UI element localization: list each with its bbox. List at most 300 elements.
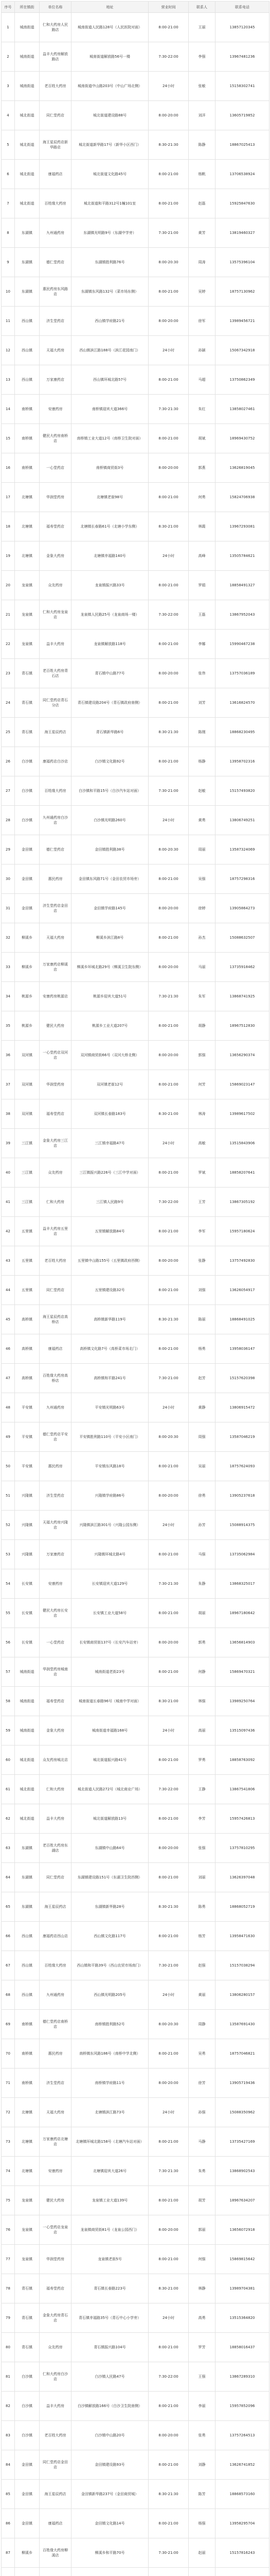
cell-contact: 赵强 [189,1951,215,1980]
table-row [2,1246,269,1276]
cell-address: 双河镇商贸街66号（双河大桥北侧） [71,1041,149,1070]
cell-name: 万家康药店北塘店 [40,2127,71,2157]
cell-index: 2 [2,42,15,72]
cell-contact: 杨帆 [189,160,215,189]
cell-town: 龙泉镇 [15,630,40,659]
cell-index: 33 [2,953,15,982]
cell-hours: 8:00-21:00 [149,2186,189,2215]
cell-phone: 15925847630 [215,189,269,218]
cell-address: 兴隆镇学府路86号 [71,1481,149,1511]
cell-name: 老百姓大药房东湖店 [40,1834,71,1863]
cell-town: 高桥镇 [15,1305,40,1334]
cell-name: 安康药房 [40,395,71,424]
cell-phone: 15869815642 [215,2245,269,2274]
cell-name: 仁和大药房 [40,1775,71,1804]
cell-contact: 吴勇 [189,2039,215,2069]
cell-phone: 13868325017 [215,1569,269,1599]
cell-phone: 13857120345 [215,13,269,42]
cell-address: 南桥镇迎宾大道366号 [71,395,149,424]
cell-contact: 何勇 [189,483,215,512]
cell-town: 城南街道 [15,1657,40,1687]
cell-name: 天福大药房 [40,2098,71,2127]
cell-address: 城南街道解放路56号一楼 [71,42,149,72]
cell-phone: 13989456721 [215,307,269,336]
cell-address: 西山镇环城北路57号 [71,365,149,395]
cell-address: 白沙镇人民路47号 [71,2362,149,2392]
cell-hours: 8:00-21:00 [149,189,189,218]
cell-address: 平安镇东风路18号 [71,1452,149,1481]
cell-town: 城南街道 [15,13,40,42]
table-row [2,659,269,688]
cell-phone: 15957852096 [215,2392,269,2421]
cell-index: 23 [2,659,15,688]
cell-index: 80 [2,2333,15,2362]
cell-phone: 13750862349 [215,365,269,395]
cell-name: 老百姓大药房 [40,2421,71,2450]
cell-town: 白沙镇 [15,2362,40,2392]
table-row [2,1364,269,1393]
cell-contact: 赵丽 [189,2538,215,2568]
cell-address: 五里镇中山路155号（五里镇政府西侧） [71,1246,149,1276]
cell-index: 3 [2,72,15,101]
cell-name: 万家康药店柳溪店 [40,953,71,982]
cell-name: 康福药店 [40,160,71,189]
cell-index: 62 [2,1804,15,1834]
table-header [2,2,269,13]
cell-name [40,2568,71,2576]
cell-address: 城北街道解放路13号 [71,1804,149,1834]
cell-index: 42 [2,1217,15,1246]
table-row [2,307,269,336]
table-row [2,2010,269,2039]
cell-name: 德仁堂药店 [40,248,71,277]
cell-contact: 李强 [189,42,215,72]
cell-contact: 胡斌 [189,424,215,453]
table-row [2,1951,269,1980]
cell-contact: 王静 [189,1775,215,1804]
cell-hours: 8:30-21:30 [149,1892,189,1922]
table-row [2,1628,269,1657]
cell-phone: 13515364820 [215,2303,269,2333]
table-row [2,1892,269,1922]
cell-address: 南桥镇东风路186号（南桥中学北侧） [71,2039,149,2069]
cell-phone: 13806915472 [215,1393,269,1422]
cell-index: 5 [2,130,15,160]
table-row [2,1657,269,1687]
cell-index: 66 [2,1922,15,1951]
cell-hours: 8:00-21:00 [149,1657,189,1687]
cell-town: 金田镇 [15,2450,40,2480]
cell-contact: 赵敏 [189,776,215,806]
cell-name: 福寿堂药店 [40,512,71,541]
cell-index: 30 [2,865,15,894]
cell-name: 健民大药房 [40,1011,71,1041]
cell-address: 白沙镇文化路92号 [71,747,149,776]
cell-contact: 陈芳 [189,2480,215,2509]
cell-town: 高桥镇 [15,1364,40,1393]
cell-phone: 13515097436 [215,1716,269,1745]
table-row [2,688,269,718]
table-row [2,1540,269,1569]
cell-address: 青石镇建设路204号（青石镇政府南侧） [71,688,149,718]
cell-contact: 高丽 [189,1716,215,1745]
cell-hours: 7:30-21:30 [149,982,189,1011]
cell-address: 城北街道振兴路41号 [71,1745,149,1775]
cell-index: 27 [2,776,15,806]
table-row [2,453,269,483]
cell-hours: 8:00-21:00 [149,630,189,659]
cell-name: 万家康药店 [40,1540,71,1569]
cell-name: 九州通药房白沙店 [40,806,71,835]
cell-index: 37 [2,1070,15,1099]
cell-name: 百姓缘大药房 [40,189,71,218]
cell-phone: 13858027461 [215,395,269,424]
cell-town: 金田镇 [15,2480,40,2509]
cell-index: 51 [2,1481,15,1511]
cell-address: 东湖镇新华路28号 [71,1892,149,1922]
cell-name: 金象大药房三江店 [40,1129,71,1158]
cell-contact: 刘芳 [189,688,215,718]
cell-town: 城北街道 [15,1775,40,1804]
table-row [2,336,269,365]
cell-contact: 郭燕 [189,453,215,483]
cell-address: 白沙镇和平路15号（白沙汽车站对面） [71,776,149,806]
cell-hours: 24小时 [149,1393,189,1422]
cell-hours: 24小时 [149,1129,189,1158]
table-row [2,101,269,130]
cell-hours: 8:30-21:00 [149,2274,189,2303]
cell-town: 双河镇 [15,1041,40,1070]
table-row [2,630,269,659]
cell-name: 惠民药房东风路店 [40,277,71,307]
cell-phone: 13757810295 [215,1834,269,1863]
cell-name: 康福药店 [40,1334,71,1364]
cell-town: 西山镇 [15,365,40,395]
table-row [2,1980,269,2010]
cell-hours: 7:30-21:30 [149,1569,189,1599]
cell-hours: 8:00-21:00 [149,2039,189,2069]
cell-name: 济生堂药店金田店 [40,894,71,923]
cell-town: 城南街道 [15,42,40,72]
cell-hours: 8:00-20:30 [149,248,189,277]
cell-name: 康福药店白沙店 [40,747,71,776]
cell-hours: 8:30-21:30 [149,718,189,747]
cell-contact: 张敏 [189,72,215,101]
cell-name: 济生堂药店 [40,307,71,336]
cell-hours: 8:00-21:00 [149,1804,189,1834]
cell-index: 12 [2,336,15,365]
table-row [2,1511,269,1540]
cell-town: 北塘镇 [15,483,40,512]
cell-phone: 15824706938 [215,483,269,512]
cell-hours: 7:30-21:00 [149,1951,189,1980]
cell-index: 86 [2,2509,15,2538]
cell-phone: 13867289310 [215,2362,269,2392]
cell-name: 华润堂药房城南店 [40,1657,71,1687]
cell-phone: 13626054917 [215,1276,269,1305]
cell-contact: 高敏 [189,1129,215,1158]
cell-index: 15 [2,424,15,453]
cell-town: 城北街道 [15,1745,40,1775]
table-row [2,1716,269,1745]
table-row [2,1070,269,1099]
table-row [2,2039,269,2069]
cell-index: 49 [2,1422,15,1452]
cell-index: 71 [2,2069,15,2098]
cell-name: 仁和大药房白沙店 [40,2362,71,2392]
cell-hours: 8:00-21:00 [149,1334,189,1364]
cell-hours: 8:00-21:00 [149,2450,189,2480]
cell-phone: 15157038294 [215,1951,269,1980]
cell-phone: 13819460327 [215,218,269,248]
cell-phone: 15067342918 [215,336,269,365]
cell-name: 济生堂药店 [40,1481,71,1511]
cell-hours: 8:00-21:00 [149,688,189,718]
cell-contact: 徐芳 [189,2069,215,2098]
table-row [2,512,269,541]
cell-contact: 黄勇 [189,806,215,835]
cell-hours: 8:30-21:30 [149,130,189,160]
cell-address: 南桥镇学府路11号 [71,2069,149,2098]
data-table-container [1,1,269,2576]
cell-town: 柳溪乡 [15,953,40,982]
cell-address: 城南街道幸福路168号 [71,1716,149,1745]
cell-address: 高桥镇新华路119号 [71,1305,149,1334]
cell-town: 三江镇 [15,1188,40,1217]
cell-town: 青石镇 [15,688,40,718]
cell-contact: 徐军 [189,307,215,336]
cell-index: 50 [2,1452,15,1481]
cell-index: 70 [2,2039,15,2069]
cell-town: 东湖镇 [15,1863,40,1892]
cell-address: 东湖镇光明路9号（东湖中学旁） [71,218,149,248]
cell-phone: 13656290374 [215,1041,269,1070]
cell-contact: 李芳 [189,1804,215,1834]
cell-address: 西山镇和平路39号（西山农贸市场南门） [71,1951,149,1980]
cell-hours: 7:30-21:00 [149,776,189,806]
cell-contact: 刘静 [189,2450,215,2480]
cell-address: 柳溪乡滨江路8号 [71,923,149,953]
cell-address: 北塘镇幸福路140号 [71,541,149,571]
cell-hours: 8:00-21:00 [149,2333,189,2362]
cell-town: 桃源乡 [15,1011,40,1041]
table-body [2,13,269,2576]
cell-contact: 高峰 [189,541,215,571]
cell-index: 52 [2,1511,15,1540]
cell-hours: 8:30-21:30 [149,2480,189,2509]
cell-phone: 18858207641 [215,1158,269,1188]
cell-name: 众友药房 [40,2333,71,2362]
cell-contact: 徐婷 [189,894,215,923]
cell-name: 康福药店西山店 [40,1922,71,1951]
cell-contact: 赵芳 [189,1364,215,1393]
cell-address: 城南街道老街23号 [71,1657,149,1687]
cell-town: 东湖镇 [15,248,40,277]
cell-town: 平安镇 [15,1422,40,1452]
cell-name: 同仁堂药店青石分店 [40,688,71,718]
cell-contact: 周强 [189,1422,215,1452]
cell-contact: 杨芳 [189,1922,215,1951]
table-row [2,1481,269,1511]
cell-town: 青石镇 [15,718,40,747]
cell-contact: 胡丽 [189,1599,215,1628]
cell-index: 74 [2,2157,15,2186]
cell-name: 百姓缘大药房柳溪店 [40,2538,71,2568]
cell-name: 万家康药店 [40,365,71,395]
cell-index: 45 [2,1305,15,1334]
cell-name: 惠民药房 [40,2039,71,2069]
header-hours: 营业时间 [149,2,189,13]
table-row [2,2392,269,2421]
cell-address: 北塘镇环城北路158号（北塘汽车站对面） [71,2127,149,2157]
cell-town: 北塘镇 [15,2098,40,2127]
cell-index: 41 [2,1188,15,1217]
cell-hours: 7:30-22:00 [149,1775,189,1804]
cell-hours: 24小时 [149,2303,189,2333]
cell-contact: 张静 [189,1246,215,1276]
cell-contact: 何静 [189,1657,215,1687]
cell-town: 三江镇 [15,1129,40,1158]
cell-contact: 林静 [189,2274,215,2303]
cell-hours: 8:00-21:00 [149,2245,189,2274]
cell-index: 4 [2,101,15,130]
cell-address: 桃源乡工业大道207号 [71,1011,149,1041]
cell-index: 46 [2,1334,15,1364]
cell-address: 金田镇新华路237号（金田商贸城） [71,2480,149,2509]
table-row [2,2098,269,2127]
cell-index: 57 [2,1657,15,1687]
cell-address: 高桥镇和平路241号 [71,1364,149,1393]
cell-index: 16 [2,453,15,483]
cell-contact: 刘洋 [189,101,215,130]
cell-address: 五里镇解放路84号 [71,1217,149,1246]
table-row [2,13,269,42]
cell-phone: 13706538924 [215,160,269,189]
cell-phone: 13735062984 [215,1540,269,1569]
cell-index: 6 [2,160,15,189]
header-phone: 联系电话 [215,2,269,13]
cell-town: 南桥镇 [15,2010,40,2039]
table-row [2,218,269,248]
cell-town: 西山镇 [15,1951,40,1980]
cell-address: 城北街道和平路312号1幢101室 [71,189,149,218]
cell-hours: 24小时 [149,1511,189,1540]
cell-hours: 8:30-21:00 [149,512,189,541]
cell-name: 海王星辰药店高桥店 [40,1305,71,1334]
cell-town: 白沙镇 [15,776,40,806]
cell-phone: 13967481236 [215,42,269,72]
cell-phone: 13587324069 [215,835,269,865]
cell-phone: 13505784621 [215,541,269,571]
cell-contact: 郭勇 [189,1628,215,1657]
cell-address: 城南街道人民路128号（人民医院对面） [71,13,149,42]
table-row [2,395,269,424]
cell-phone: 13757264513 [215,2421,269,2450]
cell-contact: 罗斌 [189,1158,215,1188]
cell-contact: 张强 [189,1834,215,1863]
cell-hours: 8:00-20:00 [149,2421,189,2450]
cell-contact: 高勇 [189,2303,215,2333]
cell-hours: 24小时 [149,1716,189,1745]
cell-town: 城南街道 [15,72,40,101]
cell-phone: 18868573160 [215,2480,269,2509]
cell-hours: 8:00-20:00 [149,307,189,336]
cell-index: 39 [2,1129,15,1158]
cell-address: 青石镇新华路6号 [71,718,149,747]
cell-name: 仁和大药房人民路店 [40,13,71,42]
cell-address: 南桥镇胜利路52号 [71,2010,149,2039]
cell-address: 金田镇东风路71号（金田农贸市场旁） [71,865,149,894]
cell-hours: 7:30-21:30 [149,395,189,424]
cell-name: 金象大药房青石店 [40,2303,71,2333]
cell-address: 柳溪乡环城北路29号（柳溪卫生院东侧） [71,953,149,982]
table-row [2,1393,269,1422]
cell-hours: 8:00-20:00 [149,1246,189,1276]
cell-name: 益丰大药房 [40,2392,71,2421]
cell-phone: 13757036189 [215,659,269,688]
cell-phone: 18868230495 [215,718,269,747]
cell-town: 青石镇 [15,2333,40,2362]
cell-address: 长安镇迎宾大道129号 [71,1569,149,1599]
table-row [2,2538,269,2568]
cell-index: 68 [2,1980,15,2010]
table-row [2,1099,269,1129]
cell-hours: 8:00-21:00 [149,1863,189,1892]
cell-index: 73 [2,2127,15,2157]
table-row [2,72,269,101]
cell-index: 87 [2,2538,15,2568]
cell-index: 40 [2,1158,15,1188]
cell-index: 81 [2,2362,15,2392]
cell-name: 一心堂药店 [40,453,71,483]
cell-name: 众友药房 [40,1158,71,1188]
cell-index: 84 [2,2450,15,2480]
cell-town: 北塘镇 [15,512,40,541]
cell-index: 19 [2,541,15,571]
cell-hours: 8:00-21:00 [149,365,189,395]
cell-town: 柳溪乡 [15,2538,40,2568]
table-row [2,130,269,160]
cell-index: 26 [2,747,15,776]
cell-town: 东湖镇 [15,1892,40,1922]
cell-phone: 13967293081 [215,512,269,541]
cell-index: 55 [2,1599,15,1628]
cell-name: 健民大药房南桥店 [40,424,71,453]
cell-contact: 陈静 [189,130,215,160]
table-row [2,2127,269,2157]
table-row [2,1775,269,1804]
cell-address [71,2568,149,2576]
cell-phone: 13587691430 [215,2010,269,2039]
cell-contact: 张勇 [189,2421,215,2450]
cell-address: 双河镇长春路183号 [71,1099,149,1129]
cell-contact: 郭强 [189,1041,215,1070]
cell-contact: 王强 [189,2362,215,2392]
cell-address: 城南街道长春路96号（城南中学对面） [71,1687,149,1716]
cell-hours: 8:30-21:30 [149,1305,189,1334]
cell-phone: 18867025413 [215,130,269,160]
cell-hours: 8:00-20:00 [149,659,189,688]
cell-name: 益丰大药房 [40,1804,71,1834]
cell-contact: 黄静 [189,1393,215,1422]
cell-hours: 8:00-20:00 [149,1481,189,1511]
table-row [2,2215,269,2245]
cell-town: 长安镇 [15,1599,40,1628]
table-row [2,2186,269,2215]
cell-address: 东湖镇建设路151号（东湖卫生院西侧） [71,1863,149,1892]
cell-address: 南桥镇工业大道12号（南桥卫生院对面） [71,424,149,453]
header-row [2,2,269,13]
